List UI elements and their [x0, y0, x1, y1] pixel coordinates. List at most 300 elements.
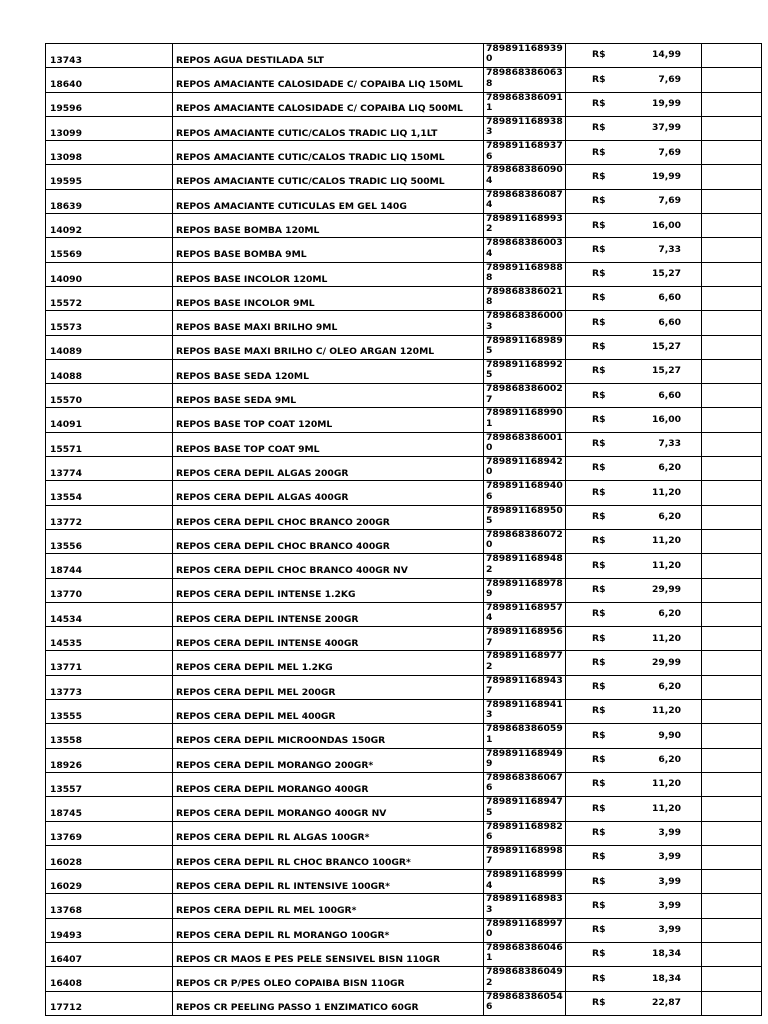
table-row — [46, 797, 762, 821]
barcode-cell: 7898911689505 — [484, 505, 566, 529]
currency-symbol: R$ — [592, 729, 606, 741]
product-code-cell: 13768 — [46, 894, 173, 918]
currency-symbol: R$ — [592, 656, 606, 668]
currency-symbol: R$ — [592, 462, 606, 474]
table-row — [46, 821, 762, 845]
currency-symbol: R$ — [592, 243, 606, 255]
empty-cell — [702, 894, 762, 918]
barcode-cell: 7898911689772 — [484, 651, 566, 675]
table-row — [46, 141, 762, 165]
price-value: 7,69 — [658, 195, 681, 207]
product-description-cell: REPOS AMACIANTE CUTICULAS EM GEL 140G — [173, 189, 484, 213]
currency-symbol: R$ — [592, 438, 606, 450]
price-cell — [566, 602, 702, 626]
currency-symbol: R$ — [592, 875, 606, 887]
table-row — [46, 942, 762, 966]
table-row — [46, 651, 762, 675]
barcode-cell: 7898683860676 — [484, 772, 566, 796]
barcode-cell: 7898683860003 — [484, 311, 566, 335]
product-description-cell: REPOS CERA DEPIL RL ALGAS 100GR* — [173, 821, 484, 845]
product-description-cell: REPOS CERA DEPIL INTENSE 200GR — [173, 602, 484, 626]
product-description-cell: REPOS CERA DEPIL MEL 400GR — [173, 700, 484, 724]
product-description-cell: REPOS AMACIANTE CUTIC/CALOS TRADIC LIQ 150ML — [173, 141, 484, 165]
barcode-cell: 7898911689789 — [484, 578, 566, 602]
product-code-cell: 14092 — [46, 214, 173, 238]
product-code-cell: 15570 — [46, 384, 173, 408]
empty-cell — [702, 772, 762, 796]
empty-cell — [702, 189, 762, 213]
empty-cell — [702, 700, 762, 724]
currency-symbol: R$ — [592, 49, 606, 61]
price-value: 11,20 — [651, 632, 681, 644]
table-row — [46, 529, 762, 553]
table-row — [46, 602, 762, 626]
currency-symbol: R$ — [592, 268, 606, 280]
product-code-cell: 18926 — [46, 748, 173, 772]
product-description-cell: REPOS AMACIANTE CUTIC/CALOS TRADIC LIQ 1,1LT — [173, 116, 484, 140]
currency-symbol: R$ — [592, 316, 606, 328]
currency-symbol: R$ — [592, 341, 606, 352]
product-description-cell: REPOS CERA DEPIL CHOC BRANCO 200GR — [173, 505, 484, 529]
table-row — [46, 432, 762, 456]
product-code-cell: 16408 — [46, 967, 173, 991]
product-description-cell: REPOS AMACIANTE CALOSIDADE C/ COPAIBA LIQ 500ML — [173, 92, 484, 116]
empty-cell — [702, 165, 762, 189]
product-description-cell: REPOS BASE TOP COAT 120ML — [173, 408, 484, 432]
price-cell — [566, 918, 702, 942]
empty-cell — [702, 797, 762, 821]
price-cell — [566, 748, 702, 772]
price-cell — [566, 724, 702, 748]
empty-cell — [702, 116, 762, 140]
price-cell — [566, 68, 702, 92]
barcode-cell: 7898683860911 — [484, 92, 566, 116]
empty-cell — [702, 554, 762, 578]
product-code-cell: 13554 — [46, 481, 173, 505]
empty-cell — [702, 311, 762, 335]
product-description-cell: REPOS CERA DEPIL MORANGO 400GR NV — [173, 797, 484, 821]
product-code-cell: 17712 — [46, 991, 173, 1015]
product-description-cell: REPOS CERA DEPIL RL CHOC BRANCO 100GR* — [173, 845, 484, 869]
table-row — [46, 92, 762, 116]
product-code-cell: 14091 — [46, 408, 173, 432]
currency-symbol: R$ — [592, 170, 606, 182]
currency-symbol: R$ — [592, 98, 606, 110]
product-code-cell: 13772 — [46, 505, 173, 529]
table-row — [46, 359, 762, 383]
table-row — [46, 116, 762, 140]
price-value: 11,20 — [651, 802, 681, 814]
currency-symbol: R$ — [592, 146, 606, 158]
table-row — [46, 675, 762, 699]
barcode-cell: 7898911689437 — [484, 675, 566, 699]
product-description-cell: REPOS AMACIANTE CALOSIDADE C/ COPAIBA LIQ 150ML — [173, 68, 484, 92]
price-cell — [566, 627, 702, 651]
price-cell — [566, 359, 702, 383]
table-row — [46, 505, 762, 529]
barcode-cell: 7898683860720 — [484, 529, 566, 553]
product-description-cell: REPOS CR PEELING PASSO 1 ENZIMATICO 60GR — [173, 991, 484, 1015]
empty-cell — [702, 942, 762, 966]
barcode-cell: 7898911689383 — [484, 116, 566, 140]
currency-symbol: R$ — [592, 924, 606, 936]
product-description-cell: REPOS CERA DEPIL INTENSE 400GR — [173, 627, 484, 651]
barcode-cell: 7898911689406 — [484, 481, 566, 505]
currency-symbol: R$ — [592, 583, 606, 595]
table-row — [46, 335, 762, 359]
product-code-cell: 13774 — [46, 457, 173, 481]
barcode-cell: 7898911689833 — [484, 894, 566, 918]
product-code-cell: 15572 — [46, 286, 173, 310]
price-cell — [566, 772, 702, 796]
price-value: 19,99 — [651, 98, 681, 110]
price-value: 18,34 — [651, 948, 681, 960]
table-row — [46, 967, 762, 991]
price-cell — [566, 651, 702, 675]
table-row — [46, 845, 762, 869]
table-row — [46, 165, 762, 189]
table-row — [46, 700, 762, 724]
table-row — [46, 772, 762, 796]
table-row — [46, 214, 762, 238]
table-row — [46, 286, 762, 310]
empty-cell — [702, 335, 762, 359]
price-value: 37,99 — [651, 122, 681, 134]
barcode-cell: 7898911689390 — [484, 44, 566, 68]
price-cell — [566, 870, 702, 894]
empty-cell — [702, 991, 762, 1015]
price-cell — [566, 432, 702, 456]
table-row — [46, 408, 762, 432]
currency-symbol: R$ — [592, 292, 606, 304]
price-cell — [566, 311, 702, 335]
barcode-cell: 7898683860904 — [484, 165, 566, 189]
product-description-cell: REPOS AMACIANTE CUTIC/CALOS TRADIC LIQ 500ML — [173, 165, 484, 189]
product-code-cell: 14089 — [46, 335, 173, 359]
product-description-cell: REPOS CERA DEPIL MEL 1.2KG — [173, 651, 484, 675]
empty-cell — [702, 748, 762, 772]
empty-cell — [702, 408, 762, 432]
product-code-cell: 18639 — [46, 189, 173, 213]
price-cell — [566, 894, 702, 918]
empty-cell — [702, 238, 762, 262]
empty-cell — [702, 505, 762, 529]
currency-symbol: R$ — [592, 219, 606, 231]
barcode-cell: 7898683860461 — [484, 942, 566, 966]
barcode-cell: 7898911689895 — [484, 335, 566, 359]
price-cell — [566, 116, 702, 140]
product-code-cell: 13557 — [46, 772, 173, 796]
price-value: 11,20 — [651, 559, 681, 571]
price-cell — [566, 189, 702, 213]
table-row — [46, 894, 762, 918]
barcode-cell: 7898911689574 — [484, 602, 566, 626]
price-value: 3,99 — [658, 851, 681, 863]
price-cell — [566, 845, 702, 869]
table-row — [46, 991, 762, 1015]
empty-cell — [702, 724, 762, 748]
product-code-cell: 14090 — [46, 262, 173, 286]
barcode-cell: 7898683860638 — [484, 68, 566, 92]
empty-cell — [702, 214, 762, 238]
product-code-cell: 16028 — [46, 845, 173, 869]
empty-cell — [702, 432, 762, 456]
price-cell — [566, 578, 702, 602]
product-description-cell: REPOS CERA DEPIL INTENSE 1.2KG — [173, 578, 484, 602]
barcode-cell: 7898683860010 — [484, 432, 566, 456]
price-value: 16,00 — [651, 413, 681, 425]
currency-symbol: R$ — [592, 365, 606, 377]
product-code-cell: 14535 — [46, 627, 173, 651]
product-description-cell: REPOS CERA DEPIL MEL 200GR — [173, 675, 484, 699]
empty-cell — [702, 602, 762, 626]
barcode-cell: 7898683860591 — [484, 724, 566, 748]
price-value: 6,60 — [658, 292, 681, 304]
product-code-cell: 13770 — [46, 578, 173, 602]
product-code-cell: 19493 — [46, 918, 173, 942]
empty-cell — [702, 627, 762, 651]
currency-symbol: R$ — [592, 826, 606, 838]
product-code-cell: 13771 — [46, 651, 173, 675]
product-code-cell: 16029 — [46, 870, 173, 894]
product-description-cell: REPOS CERA DEPIL ALGAS 400GR — [173, 481, 484, 505]
table-row — [46, 724, 762, 748]
product-code-cell: 13099 — [46, 116, 173, 140]
product-code-cell: 15571 — [46, 432, 173, 456]
empty-cell — [702, 262, 762, 286]
table-row — [46, 457, 762, 481]
barcode-cell: 7898911689888 — [484, 262, 566, 286]
product-code-cell: 13773 — [46, 675, 173, 699]
product-description-cell: REPOS BASE INCOLOR 120ML — [173, 262, 484, 286]
price-value: 7,33 — [658, 438, 681, 450]
product-code-cell: 13743 — [46, 44, 173, 68]
empty-cell — [702, 529, 762, 553]
price-value: 18,34 — [651, 972, 681, 984]
price-cell — [566, 262, 702, 286]
barcode-cell: 7898683860874 — [484, 189, 566, 213]
currency-symbol: R$ — [592, 389, 606, 401]
price-cell — [566, 286, 702, 310]
barcode-cell: 7898683860218 — [484, 286, 566, 310]
price-cell — [566, 505, 702, 529]
empty-cell — [702, 845, 762, 869]
empty-cell — [702, 967, 762, 991]
barcode-cell: 7898911689970 — [484, 918, 566, 942]
product-code-cell: 15573 — [46, 311, 173, 335]
product-description-cell: REPOS BASE BOMBA 120ML — [173, 214, 484, 238]
price-cell — [566, 165, 702, 189]
product-description-cell: REPOS BASE TOP COAT 9ML — [173, 432, 484, 456]
empty-cell — [702, 141, 762, 165]
price-cell — [566, 238, 702, 262]
barcode-cell: 7898911689420 — [484, 457, 566, 481]
product-description-cell: REPOS CERA DEPIL ALGAS 200GR — [173, 457, 484, 481]
product-description-cell: REPOS BASE INCOLOR 9ML — [173, 286, 484, 310]
barcode-cell: 7898911689987 — [484, 845, 566, 869]
price-value: 11,20 — [651, 705, 681, 717]
product-description-cell: REPOS BASE MAXI BRILHO C/ OLEO ARGAN 120ML — [173, 335, 484, 359]
product-description-cell: REPOS BASE SEDA 9ML — [173, 384, 484, 408]
price-value: 6,20 — [658, 754, 681, 766]
currency-symbol: R$ — [592, 948, 606, 960]
product-description-cell: REPOS CERA DEPIL MORANGO 400GR — [173, 772, 484, 796]
currency-symbol: R$ — [592, 754, 606, 766]
barcode-cell: 7898683860546 — [484, 991, 566, 1015]
price-value: 15,27 — [651, 268, 681, 280]
price-cell — [566, 991, 702, 1015]
price-value: 3,99 — [658, 826, 681, 838]
table-row — [46, 44, 762, 68]
price-cell — [566, 214, 702, 238]
empty-cell — [702, 68, 762, 92]
price-value: 14,99 — [651, 49, 681, 61]
table-row — [46, 481, 762, 505]
currency-symbol: R$ — [592, 413, 606, 425]
currency-symbol: R$ — [592, 972, 606, 984]
price-value: 6,20 — [658, 681, 681, 693]
product-code-cell: 13098 — [46, 141, 173, 165]
price-value: 6,20 — [658, 462, 681, 474]
currency-symbol: R$ — [592, 997, 606, 1009]
price-value: 7,69 — [658, 146, 681, 158]
price-cell — [566, 335, 702, 359]
barcode-cell: 7898911689994 — [484, 870, 566, 894]
price-value: 3,99 — [658, 875, 681, 887]
barcode-cell: 7898683860034 — [484, 238, 566, 262]
product-code-cell: 13769 — [46, 821, 173, 845]
product-code-cell: 13555 — [46, 700, 173, 724]
table-row — [46, 68, 762, 92]
currency-symbol: R$ — [592, 559, 606, 571]
currency-symbol: R$ — [592, 705, 606, 717]
currency-symbol: R$ — [592, 608, 606, 620]
product-description-cell: REPOS CERA DEPIL RL MEL 100GR* — [173, 894, 484, 918]
price-value: 3,99 — [658, 899, 681, 911]
currency-symbol: R$ — [592, 802, 606, 814]
price-cell — [566, 797, 702, 821]
empty-cell — [702, 481, 762, 505]
empty-cell — [702, 92, 762, 116]
price-cell — [566, 967, 702, 991]
price-value: 11,20 — [651, 778, 681, 790]
product-description-cell: REPOS AGUA DESTILADA 5LT — [173, 44, 484, 68]
empty-cell — [702, 384, 762, 408]
currency-symbol: R$ — [592, 73, 606, 85]
currency-symbol: R$ — [592, 486, 606, 498]
product-code-cell: 14534 — [46, 602, 173, 626]
price-value: 6,20 — [658, 511, 681, 523]
price-value: 3,99 — [658, 924, 681, 936]
empty-cell — [702, 870, 762, 894]
price-cell — [566, 141, 702, 165]
currency-symbol: R$ — [592, 851, 606, 863]
price-value: 9,90 — [658, 729, 681, 741]
price-cell — [566, 554, 702, 578]
currency-symbol: R$ — [592, 778, 606, 790]
price-value: 6,20 — [658, 608, 681, 620]
currency-symbol: R$ — [592, 681, 606, 693]
empty-cell — [702, 457, 762, 481]
empty-cell — [702, 44, 762, 68]
product-description-cell: REPOS CERA DEPIL CHOC BRANCO 400GR — [173, 529, 484, 553]
empty-cell — [702, 821, 762, 845]
table-row — [46, 554, 762, 578]
product-description-cell: REPOS BASE SEDA 120ML — [173, 359, 484, 383]
table-row — [46, 918, 762, 942]
price-value: 11,20 — [651, 486, 681, 498]
product-code-cell: 14088 — [46, 359, 173, 383]
barcode-cell: 7898911689567 — [484, 627, 566, 651]
table-row — [46, 311, 762, 335]
product-code-cell: 13556 — [46, 529, 173, 553]
table-row — [46, 189, 762, 213]
table-row — [46, 384, 762, 408]
price-value: 22,87 — [651, 997, 681, 1009]
price-value: 15,27 — [651, 365, 681, 377]
product-code-cell: 18745 — [46, 797, 173, 821]
empty-cell — [702, 578, 762, 602]
product-description-cell: REPOS CERA DEPIL RL MORANGO 100GR* — [173, 918, 484, 942]
empty-cell — [702, 359, 762, 383]
price-cell — [566, 481, 702, 505]
product-description-cell: REPOS CERA DEPIL CHOC BRANCO 400GR NV — [173, 554, 484, 578]
price-cell — [566, 700, 702, 724]
currency-symbol: R$ — [592, 195, 606, 207]
table-body — [46, 44, 762, 1016]
price-value: 16,00 — [651, 219, 681, 231]
barcode-cell: 7898911689376 — [484, 141, 566, 165]
product-description-cell: REPOS CERA DEPIL RL INTENSIVE 100GR* — [173, 870, 484, 894]
table-row — [46, 627, 762, 651]
product-code-cell: 13558 — [46, 724, 173, 748]
price-value: 19,99 — [651, 170, 681, 182]
currency-symbol: R$ — [592, 122, 606, 134]
table-row — [46, 748, 762, 772]
barcode-cell: 7898911689901 — [484, 408, 566, 432]
product-description-cell: REPOS CERA DEPIL MORANGO 200GR* — [173, 748, 484, 772]
barcode-cell: 7898911689932 — [484, 214, 566, 238]
barcode-cell: 7898683860027 — [484, 384, 566, 408]
empty-cell — [702, 675, 762, 699]
product-description-cell: REPOS CERA DEPIL MICROONDAS 150GR — [173, 724, 484, 748]
barcode-cell: 7898911689826 — [484, 821, 566, 845]
product-code-cell: 15569 — [46, 238, 173, 262]
product-code-cell: 19595 — [46, 165, 173, 189]
product-code-cell: 16407 — [46, 942, 173, 966]
price-cell — [566, 408, 702, 432]
price-cell — [566, 457, 702, 481]
price-cell — [566, 821, 702, 845]
barcode-cell: 7898911689475 — [484, 797, 566, 821]
price-cell — [566, 675, 702, 699]
table-row — [46, 238, 762, 262]
price-value: 7,33 — [658, 243, 681, 255]
price-value: 6,60 — [658, 389, 681, 401]
price-cell — [566, 44, 702, 68]
currency-symbol: R$ — [592, 899, 606, 911]
price-cell — [566, 529, 702, 553]
price-value: 29,99 — [651, 583, 681, 595]
table-row — [46, 262, 762, 286]
table-row — [46, 578, 762, 602]
product-description-cell: REPOS CR MAOS E PES PELE SENSIVEL BISN 110GR — [173, 942, 484, 966]
empty-cell — [702, 918, 762, 942]
empty-cell — [702, 286, 762, 310]
price-value: 7,69 — [658, 73, 681, 85]
barcode-cell: 7898683860492 — [484, 967, 566, 991]
barcode-cell: 7898911689413 — [484, 700, 566, 724]
